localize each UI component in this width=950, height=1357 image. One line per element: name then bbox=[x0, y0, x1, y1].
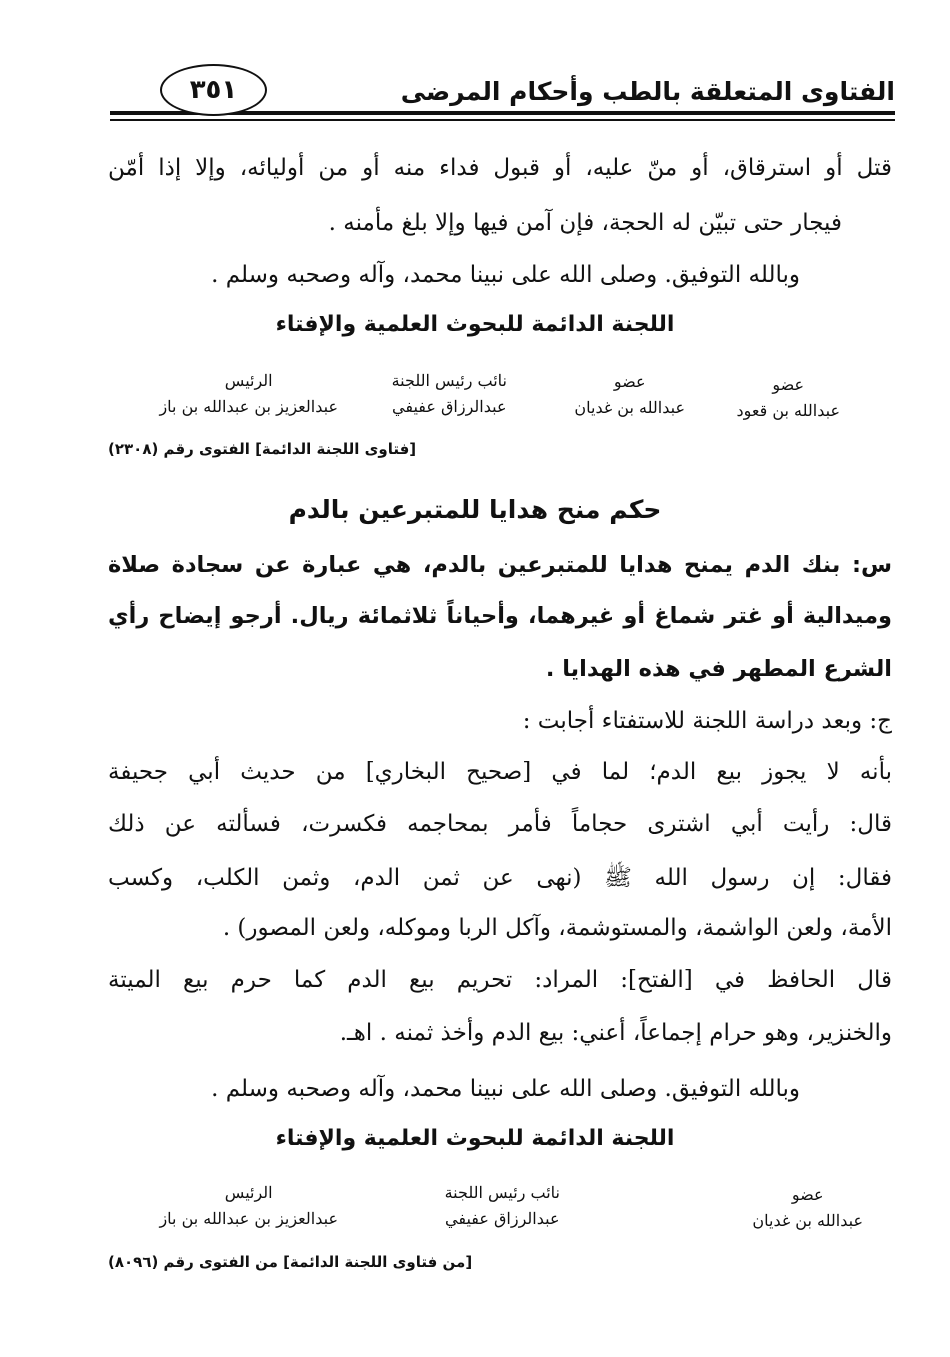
signature-role: الرئيس bbox=[224, 371, 273, 390]
body-line: فيجار حتى تبيّن له الحجة، فإن آمن فيها وإلا بلغ مأمنه . bbox=[328, 210, 842, 236]
signature-block bbox=[159, 1180, 338, 1232]
signature-role: نائب رئيس اللجنة bbox=[391, 371, 507, 390]
signature-name: عبدالعزيز بن عبدالله بن باز bbox=[159, 1209, 338, 1228]
signature-role: الرئيس bbox=[224, 1183, 273, 1202]
section-heading: حكم منح هدايا للمتبرعين بالدم bbox=[288, 495, 662, 524]
signature-name: عبدالله بن قعود bbox=[736, 401, 840, 420]
committee-name: اللجنة الدائمة للبحوث العلمية والإفتاء bbox=[275, 312, 675, 337]
answer-line: الأمة، ولعن الواشمة، والمستوشمة، وآكل الربا وموكله، ولعن المصور) . bbox=[222, 915, 892, 941]
signature-role: عضو bbox=[791, 1185, 824, 1204]
answer-line: بأنه لا يجوز بيع الدم؛ لما في [صحيح البخاري] من حديث أبي جحيفة bbox=[108, 759, 892, 785]
signature-name: عبدالله بن غديان bbox=[574, 398, 685, 417]
question-line: وميدالية أو غتر شماغ أو غيرهما، وأحياناً ثلاثمائة ريال. أرجو إيضاح رأي bbox=[108, 603, 892, 629]
page-number: ٣٥١ bbox=[160, 64, 267, 116]
signature-role: نائب رئيس اللجنة bbox=[444, 1183, 560, 1202]
closing-line: وبالله التوفيق. وصلى الله على نبينا محمد، وآله وصحبه وسلم . bbox=[211, 262, 800, 288]
signature-name: عبدالرزاق عفيفي bbox=[445, 1209, 560, 1228]
signature-block bbox=[445, 1180, 560, 1232]
signature-name: عبدالعزيز بن عبدالله بن باز bbox=[159, 397, 338, 416]
answer-line: والخنزير، وهو حرام إجماعاً، أعني: بيع الدم وأخذ ثمنه . اهـ. bbox=[339, 1020, 892, 1046]
signature-role: عضو bbox=[772, 375, 805, 394]
answer-line: ج: وبعد دراسة اللجنة للاستفتاء أجابت : bbox=[522, 708, 892, 734]
question-line: الشرع المطهر في هذه الهدايا . bbox=[545, 656, 892, 682]
answer-line: قال الحافظ في [الفتح]: المراد: تحريم بيع الدم كما حرم بيع الميتة bbox=[108, 967, 892, 993]
page-header bbox=[110, 62, 895, 122]
committee-name: اللجنة الدائمة للبحوث العلمية والإفتاء bbox=[275, 1126, 675, 1151]
signature-name: عبدالرزاق عفيفي bbox=[392, 397, 507, 416]
signature-block bbox=[752, 1182, 863, 1234]
signature-block bbox=[159, 368, 338, 420]
question-line: س: بنك الدم يمنح هدايا للمتبرعين بالدم، هي عبارة عن سجادة صلاة bbox=[108, 552, 892, 578]
signature-block bbox=[736, 372, 840, 424]
header-rule-thin bbox=[110, 119, 895, 121]
running-title: الفتاوى المتعلقة بالطب وأحكام المرضى bbox=[400, 77, 895, 106]
body-line: قتل أو استرقاق، أو منّ عليه، أو قبول فداء منه أو من أوليائه، وإلا إذا أمّن bbox=[108, 155, 892, 181]
closing-line: وبالله التوفيق. وصلى الله على نبينا محمد، وآله وصحبه وسلم . bbox=[211, 1076, 800, 1102]
signature-block bbox=[392, 368, 507, 420]
answer-line: فقال: إن رسول الله ﷺ (نهى عن ثمن الدم، وثمن الكلب، وكسب bbox=[108, 865, 892, 891]
answer-line: قال: رأيت أبي اشترى حجاماً فأمر بمحاجمه فكسرت، فسألته عن ذلك bbox=[108, 811, 892, 837]
signature-role: عضو bbox=[613, 372, 646, 391]
fatwa-reference: [من فتاوى اللجنة الدائمة] من الفتوى رقم (٨٠٩٦) bbox=[108, 1253, 473, 1271]
signature-block bbox=[574, 369, 685, 421]
fatwa-reference: [فتاوى اللجنة الدائمة] الفتوى رقم (٢٣٠٨) bbox=[108, 440, 417, 458]
signature-name: عبدالله بن غديان bbox=[752, 1211, 863, 1230]
